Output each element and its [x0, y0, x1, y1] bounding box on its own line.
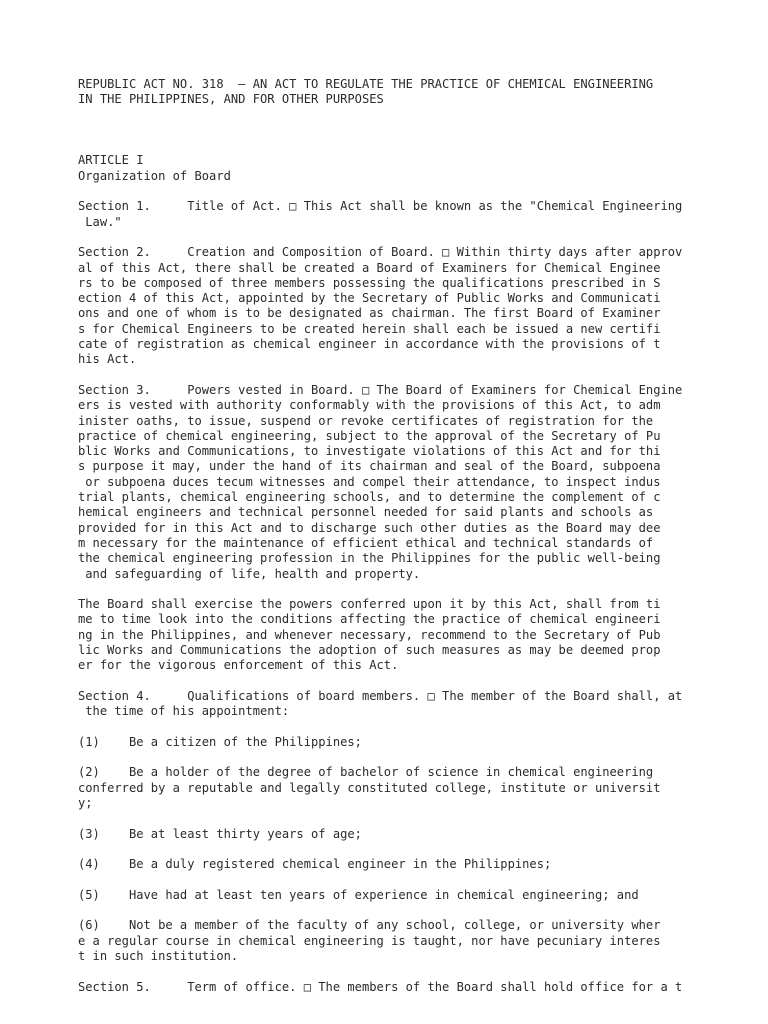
document-line: y; — [78, 795, 93, 810]
document-line: er for the vigorous enforcement of this Act. — [78, 658, 399, 673]
document-line: ng in the Philippines, and whenever necessary, recommend to the Secretary of Pub — [78, 627, 661, 642]
blank-line — [78, 750, 738, 765]
document-line: inister oaths, to issue, suspend or revoke certificates of registration for the — [78, 413, 654, 428]
document-line: Section 5. Term of office. □ The members of the Board shall hold office for a t — [78, 979, 683, 994]
document-line: ers is vested with authority conformably with the provisions of this Act, to adm — [78, 398, 661, 413]
blank-line — [78, 964, 738, 979]
document-line: conferred by a reputable and legally constituted college, institute or universit — [78, 780, 661, 795]
document-line: m necessary for the maintenance of efficient ethical and technical standards of — [78, 535, 654, 550]
document-line: cate of registration as chemical engineer in accordance with the provisions of t — [78, 337, 661, 352]
document-line: IN THE PHILIPPINES, AND FOR OTHER PURPOSES — [78, 92, 384, 107]
document-line: s for Chemical Engineers to be created herein shall each be issued a new certifi — [78, 321, 661, 336]
document-body — [78, 77, 738, 995]
blank-line — [78, 108, 738, 123]
document-line: the time of his appointment: — [78, 704, 290, 719]
blank-line — [78, 842, 738, 857]
document-line: (3) Be at least thirty years of age; — [78, 826, 362, 841]
document-line: Law." — [78, 214, 122, 229]
document-line: practice of chemical engineering, subject to the approval of the Secretary of Pu — [78, 428, 661, 443]
blank-line — [78, 582, 738, 597]
blank-line — [78, 138, 738, 153]
document-line: REPUBLIC ACT NO. 318 – AN ACT TO REGULATE THE PRACTICE OF CHEMICAL ENGINEERING — [78, 77, 654, 91]
blank-line — [78, 123, 738, 138]
blank-line — [78, 872, 738, 887]
document-line: Section 1. Title of Act. □ This Act shall be known as the "Chemical Engineering — [78, 199, 683, 214]
document-line: (1) Be a citizen of the Philippines; — [78, 734, 362, 749]
document-line: trial plants, chemical engineering schools, and to determine the complement of c — [78, 490, 661, 505]
document-line: (4) Be a duly registered chemical engineer in the Philippines; — [78, 857, 552, 872]
document-line: provided for in this Act and to discharge such other duties as the Board may dee — [78, 520, 661, 535]
blank-line — [78, 368, 738, 383]
document-line: lic Works and Communications the adoption of such measures as may be deemed prop — [78, 642, 661, 657]
document-line: his Act. — [78, 352, 137, 367]
document-line: ARTICLE I — [78, 153, 144, 168]
blank-line — [78, 674, 738, 689]
document-line: blic Works and Communications, to investigate violations of this Act and for thi — [78, 444, 661, 459]
document-line: (2) Be a holder of the degree of bachelor of science in chemical engineering — [78, 765, 654, 780]
document-line: Section 2. Creation and Composition of Board. □ Within thirty days after approv — [78, 245, 683, 260]
document-line: ons and one of whom is to be designated as chairman. The first Board of Examiner — [78, 306, 661, 321]
blank-line — [78, 719, 738, 734]
document-line: Section 4. Qualifications of board members. □ The member of the Board shall, at — [78, 688, 683, 703]
document-line: ection 4 of this Act, appointed by the Secretary of Public Works and Communicati — [78, 291, 661, 306]
blank-line — [78, 903, 738, 918]
document-line: rs to be composed of three members possessing the qualifications prescribed in S — [78, 275, 661, 290]
document-line: the chemical engineering profession in the Philippines for the public well-being — [78, 551, 661, 566]
document-line: or subpoena duces tecum witnesses and compel their attendance, to inspect indus — [78, 474, 661, 489]
document-line: t in such institution. — [78, 948, 239, 963]
document-line: e a regular course in chemical engineering is taught, nor have pecuniary interes — [78, 933, 661, 948]
document-line: The Board shall exercise the powers conferred upon it by this Act, shall from ti — [78, 597, 661, 612]
document-line: s purpose it may, under the hand of its chairman and seal of the Board, subpoena — [78, 459, 661, 474]
document-line: Section 3. Powers vested in Board. □ The Board of Examiners for Chemical Engine — [78, 382, 683, 397]
blank-line — [78, 184, 738, 199]
document-line: Organization of Board — [78, 168, 231, 183]
blank-line — [78, 811, 738, 826]
document-line: (6) Not be a member of the faculty of any school, college, or university wher — [78, 918, 661, 933]
document-line: and safeguarding of life, health and property. — [78, 566, 421, 581]
document-line: al of this Act, there shall be created a Board of Examiners for Chemical Enginee — [78, 260, 661, 275]
document-line: (5) Have had at least ten years of experience in chemical engineering; and — [78, 887, 639, 902]
document-line: me to time look into the conditions affecting the practice of chemical engineeri — [78, 612, 661, 627]
document-line: hemical engineers and technical personnel needed for said plants and schools as — [78, 505, 654, 520]
blank-line — [78, 230, 738, 245]
